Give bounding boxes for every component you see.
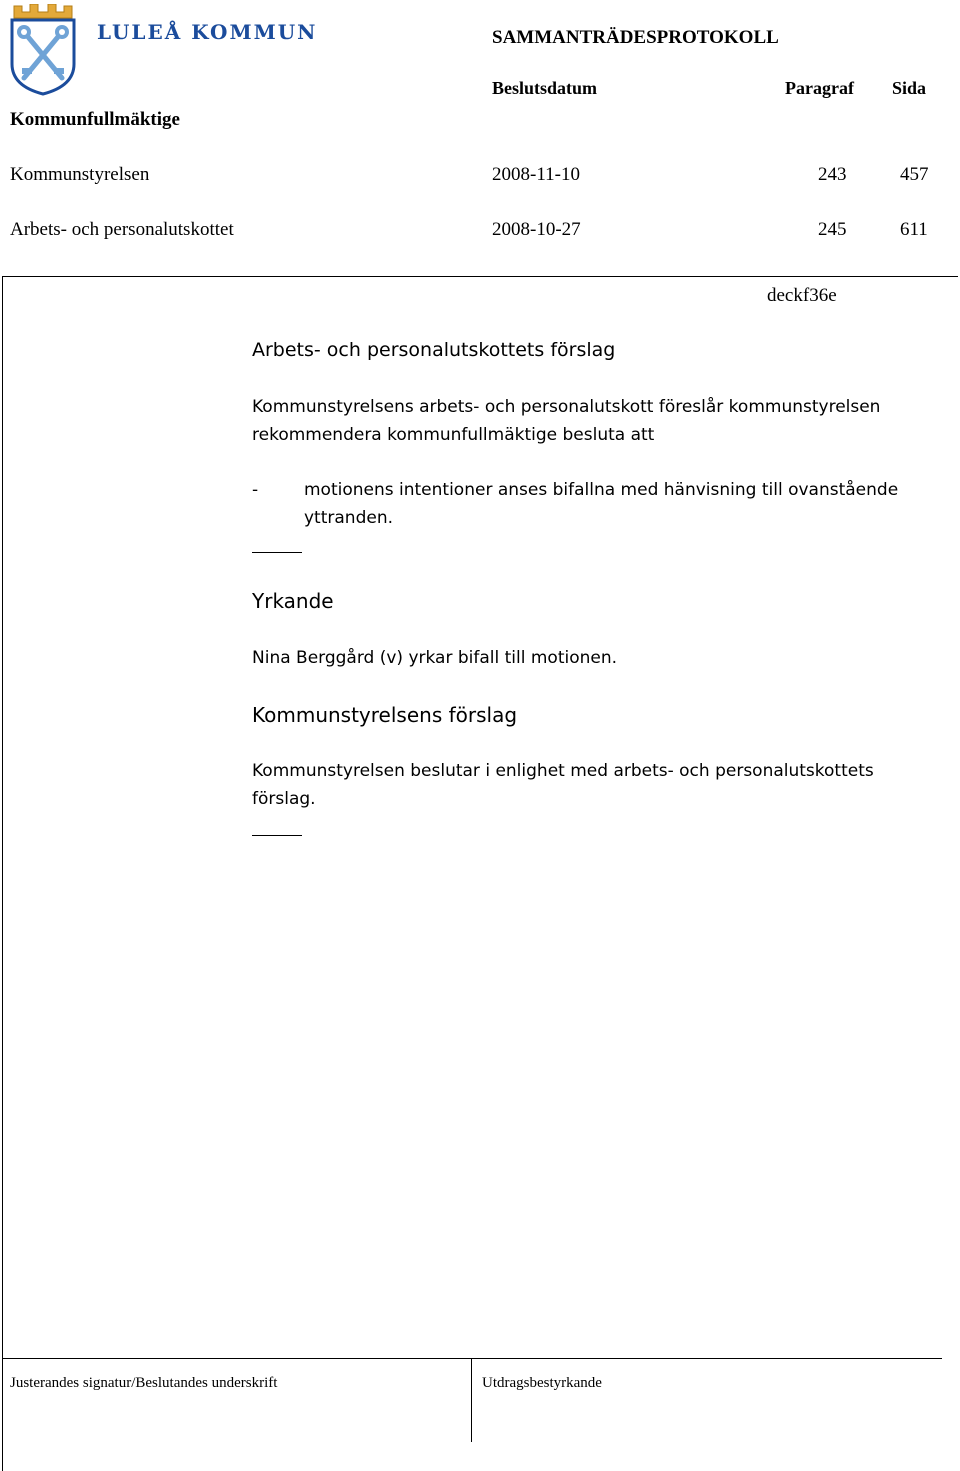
row-paragraph: 245 [818, 219, 847, 240]
yrkande-text: Nina Berggård (v) yrkar bifall till motionen. [252, 648, 618, 668]
document-type-title: SAMMANTRÄDESPROTOKOLL [492, 27, 779, 48]
coat-of-arms-logo [10, 4, 80, 96]
meeting-body-title: Kommunfullmäktige [10, 109, 180, 130]
proposal-text-line-2: rekommendera kommunfullmäktige besluta att [252, 425, 655, 445]
document-id: deckf36e [767, 285, 837, 306]
footer-divider [471, 1358, 472, 1442]
bullet-text-line-2: yttranden. [304, 508, 394, 528]
column-header-page: Sida [892, 78, 927, 98]
column-header-paragraph: Paragraf [785, 78, 854, 98]
frame-top-border [2, 276, 958, 277]
proposal-heading: Arbets- och personalutskottets förslag [252, 339, 616, 361]
frame-left-border [2, 276, 3, 1471]
row-body: Kommunstyrelsen [10, 164, 150, 185]
column-header-date: Beslutsdatum [492, 78, 598, 98]
yrkande-heading: Yrkande [252, 589, 334, 613]
ks-proposal-heading: Kommunstyrelsens förslag [252, 703, 518, 727]
extract-certification-label: Utdragsbestyrkande [482, 1375, 602, 1391]
proposal-text-line-1: Kommunstyrelsens arbets- och personalutskott föreslår kommunstyrelsen [252, 397, 881, 417]
row-body: Arbets- och personalutskottet [10, 219, 234, 240]
row-date: 2008-11-10 [492, 164, 580, 185]
row-page: 457 [900, 164, 929, 185]
bullet-dash: - [252, 480, 259, 500]
ks-proposal-line-2: förslag. [252, 789, 316, 809]
separator-line [252, 835, 302, 836]
row-paragraph: 243 [818, 164, 847, 185]
signature-label: Justerandes signatur/Beslutandes underskrift [10, 1375, 278, 1391]
row-page: 611 [900, 219, 928, 240]
row-date: 2008-10-27 [492, 219, 581, 240]
footer-top-border [2, 1358, 942, 1359]
organization-name: LULEÅ KOMMUN [97, 20, 318, 44]
separator-line [252, 552, 302, 553]
ks-proposal-line-1: Kommunstyrelsen beslutar i enlighet med arbets- och personalutskottets [252, 761, 874, 781]
bullet-text-line-1: motionens intentioner anses bifallna med hänvisning till ovanstående [304, 480, 899, 500]
